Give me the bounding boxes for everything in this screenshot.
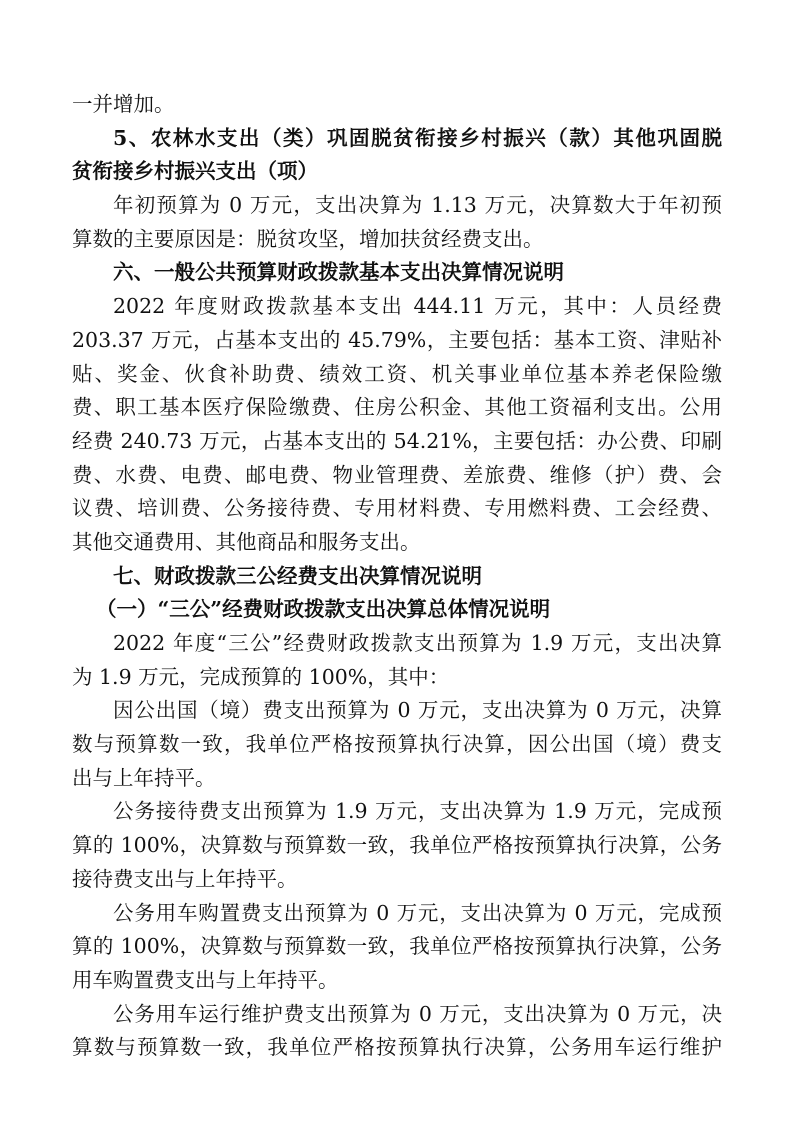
paragraph-line: 2022 年度财政拨款基本支出 444.11 万元，其中：人员经费 (113, 294, 722, 319)
paragraph-line: 算数的主要原因是：脱贫攻坚，增加扶贫经费支出。 (72, 226, 544, 251)
paragraph-line: 用车购置费支出与上年持平。 (72, 967, 339, 992)
paragraph-line: 2022 年度“三公”经费财政拨款支出预算为 1.9 万元，支出决算 (113, 631, 722, 655)
paragraph-line: 203.37 万元，占基本支出的 45.79%，主要包括：基本工资、津贴补 (72, 327, 722, 352)
paragraph-line: 议费、培训费、公务接待费、专用材料费、专用燃料费、工会经费、 (72, 496, 722, 521)
paragraph-line: 一并增加。 (72, 92, 175, 116)
paragraph-line: 数与预算数一致，我单位严格按预算执行决算，因公出国（境）费支 (72, 732, 722, 757)
paragraph-line: 算数与预算数一致，我单位严格按预算执行决算，公务用车运行维护 (72, 1035, 722, 1060)
paragraph-line: 出与上年持平。 (72, 765, 216, 790)
paragraph-line: 费、职工基本医疗保险缴费、住房公积金、其他工资福利支出。公用 (72, 395, 722, 420)
paragraph-line: 算的 100%，决算数与预算数一致，我单位严格按预算执行决算，公务 (72, 934, 722, 959)
paragraph-line: 年初预算为 0 万元，支出决算为 1.13 万元，决算数大于年初预 (113, 193, 722, 218)
document-page (72, 88, 722, 1065)
section-heading: 贫衔接乡村振兴支出（项） (72, 159, 318, 184)
paragraph-line: 公务用车购置费支出预算为 0 万元，支出决算为 0 万元，完成预 (113, 900, 722, 925)
section-heading: 5、农林水支出（类）巩固脱贫衔接乡村振兴（款）其他巩固脱 (113, 125, 722, 150)
paragraph-line: 贴、奖金、伙食补助费、绩效工资、机关事业单位基本养老保险缴 (72, 361, 722, 386)
paragraph-line: 费、水费、电费、邮电费、物业管理费、差旅费、维修（护）费、会 (72, 462, 722, 487)
paragraph-line: 其他交通费用、其他商品和服务支出。 (72, 529, 421, 554)
paragraph-line: 为 1.9 万元，完成预算的 100%，其中： (72, 664, 450, 689)
paragraph-line: 因公出国（境）费支出预算为 0 万元，支出决算为 0 万元，决算 (113, 698, 722, 723)
section-heading: 六、一般公共预算财政拨款基本支出决算情况说明 (113, 260, 564, 285)
paragraph-line: 公务接待费支出预算为 1.9 万元，支出决算为 1.9 万元，完成预 (113, 799, 722, 824)
paragraph-line: 接待费支出与上年持平。 (72, 866, 298, 891)
paragraph-line: 算的 100%，决算数与预算数一致，我单位严格按预算执行决算，公务 (72, 833, 722, 858)
paragraph-line: 公务用车运行维护费支出预算为 0 万元，支出决算为 0 万元，决 (113, 1001, 722, 1026)
subsection-heading: （一）“三公”经费财政拨款支出决算总体情况说明 (96, 597, 551, 622)
section-heading: 七、财政拨款三公经费支出决算情况说明 (113, 563, 482, 588)
paragraph-line: 经费 240.73 万元，占基本支出的 54.21%，主要包括：办公费、印刷 (72, 428, 722, 453)
